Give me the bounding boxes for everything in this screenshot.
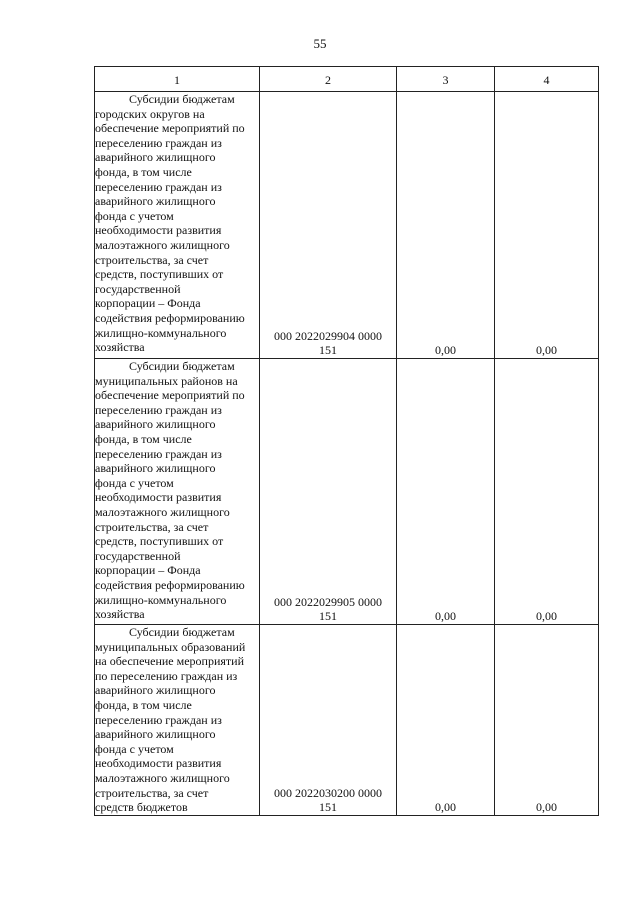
row-description <box>95 92 260 359</box>
row-value-col3: 0,00 <box>397 625 495 816</box>
row-description-line: фонда с учетом <box>95 208 174 223</box>
row-code <box>260 625 397 816</box>
row-description-line: жилищно-коммунального <box>95 325 227 340</box>
row-code-line: 151 <box>319 800 337 815</box>
row-description <box>95 359 260 625</box>
row-description-line: малоэтажного жилищного <box>95 237 230 252</box>
row-description-line: Субсидии бюджетам <box>129 625 235 639</box>
row-description-line: содействия реформированию <box>95 577 245 592</box>
column-header-1: 1 <box>95 67 260 92</box>
row-description-line: аварийного жилищного <box>95 417 216 432</box>
column-header-3: 3 <box>397 67 495 92</box>
row-value-col3: 0,00 <box>397 359 495 625</box>
row-description <box>95 625 260 816</box>
row-value-col4: 0,00 <box>495 92 599 359</box>
row-description-line: Субсидии бюджетам <box>129 92 235 106</box>
row-description-line: корпорации – Фонда <box>95 296 201 311</box>
row-description-line: переселению граждан из <box>95 179 222 194</box>
row-code-line: 000 2022030200 0000 <box>274 785 382 800</box>
row-code-line: 151 <box>319 343 337 358</box>
row-description-line: строительства, за счет <box>95 252 209 267</box>
row-description-line: малоэтажного жилищного <box>95 504 230 519</box>
row-description-line: корпорации – Фонда <box>95 563 201 578</box>
row-description-line: фонда с учетом <box>95 741 174 756</box>
page-number: 55 <box>313 36 327 51</box>
row-description-line: переселению граждан из <box>95 446 222 461</box>
row-code-line: 151 <box>319 609 337 624</box>
table-row <box>95 359 599 625</box>
row-code-line: 000 2022029904 0000 <box>274 328 382 343</box>
row-description-line: строительства, за счет <box>95 785 209 800</box>
table-header-row <box>95 67 599 92</box>
row-code <box>260 359 397 625</box>
row-value-col3: 0,00 <box>397 92 495 359</box>
column-header-4: 4 <box>495 67 599 92</box>
row-description-line: необходимости развития <box>95 756 222 771</box>
row-description-line: аварийного жилищного <box>95 461 216 476</box>
row-description-line: средств, поступивших от <box>95 267 224 282</box>
row-description-line: аварийного жилищного <box>95 727 216 742</box>
row-description-line: государственной <box>95 281 181 296</box>
row-description-line: по переселению граждан из <box>95 668 238 683</box>
row-description-line: переселению граждан из <box>95 402 222 417</box>
budget-table <box>94 66 599 816</box>
row-description-line: переселению граждан из <box>95 135 222 150</box>
row-description-line: малоэтажного жилищного <box>95 770 230 785</box>
row-description-line: средств бюджетов <box>95 800 188 815</box>
row-description-line: аварийного жилищного <box>95 683 216 698</box>
row-description-line: фонда, в том числе <box>95 164 192 179</box>
row-description-line: государственной <box>95 548 181 563</box>
row-description-line: жилищно-коммунального <box>95 592 227 607</box>
row-code-line: 000 2022029905 0000 <box>274 594 382 609</box>
row-description-line: фонда, в том числе <box>95 431 192 446</box>
row-description-line: на обеспечение мероприятий <box>95 654 244 669</box>
row-description-line: обеспечение мероприятий по <box>95 388 245 403</box>
row-value-col4: 0,00 <box>495 625 599 816</box>
row-description-line: фонда с учетом <box>95 475 174 490</box>
row-description-line: фонда, в том числе <box>95 697 192 712</box>
column-header-2: 2 <box>260 67 397 92</box>
row-description-line: муниципальных районов на <box>95 373 238 388</box>
row-description-line: аварийного жилищного <box>95 194 216 209</box>
row-description-line: хозяйства <box>95 340 145 355</box>
row-description-line: хозяйства <box>95 607 145 622</box>
row-description-line: содействия реформированию <box>95 310 245 325</box>
row-description-line: необходимости развития <box>95 490 222 505</box>
row-code <box>260 92 397 359</box>
row-description-line: строительства, за счет <box>95 519 209 534</box>
row-description-line: необходимости развития <box>95 223 222 238</box>
row-description-line: муниципальных образований <box>95 639 246 654</box>
row-description-line: переселению граждан из <box>95 712 222 727</box>
row-description-line: Субсидии бюджетам <box>129 359 235 373</box>
row-description-line: аварийного жилищного <box>95 150 216 165</box>
table-row <box>95 625 599 816</box>
row-description-line: средств, поступивших от <box>95 534 224 549</box>
table-row <box>95 92 599 359</box>
row-description-line: обеспечение мероприятий по <box>95 121 245 136</box>
row-value-col4: 0,00 <box>495 359 599 625</box>
row-description-line: городских округов на <box>95 106 205 121</box>
